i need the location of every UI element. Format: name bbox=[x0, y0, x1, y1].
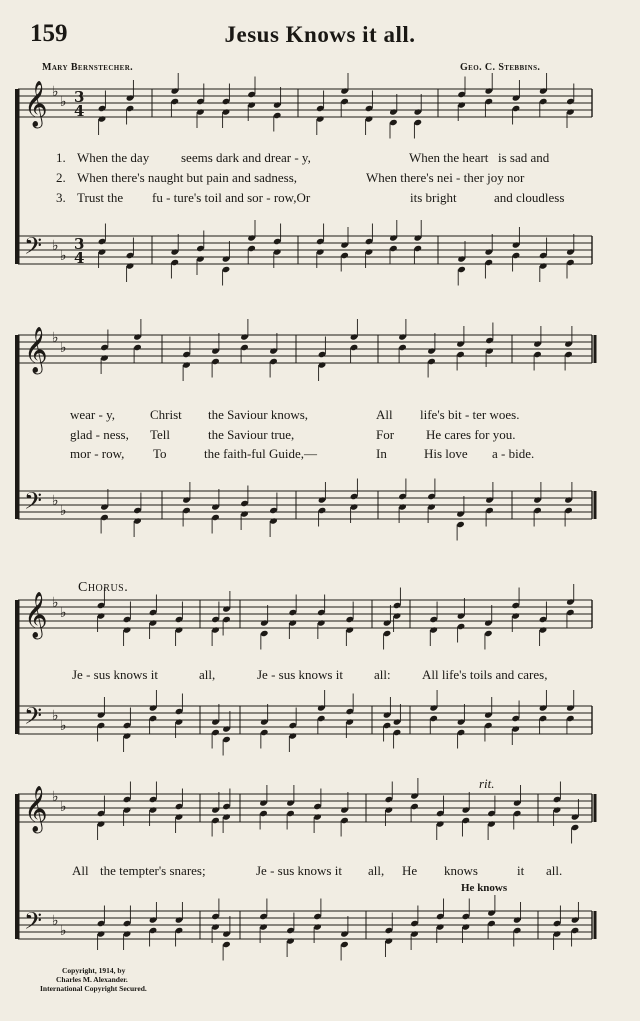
copyright-line: Charles M. Alexander. bbox=[56, 975, 128, 984]
ritardando-marking: rit. bbox=[479, 776, 495, 791]
flat-accidental: ♭ bbox=[60, 94, 67, 110]
lyric-syllables: All life's toils and cares, bbox=[422, 667, 548, 682]
lyric-syllables: When there's nei - ther joy nor bbox=[366, 170, 525, 185]
bass-lyric-annotation: He knows bbox=[461, 882, 508, 894]
lyric-syllables: To bbox=[153, 446, 167, 461]
lyric-syllables: Christ bbox=[150, 407, 182, 422]
hymn-number: 159 bbox=[30, 20, 68, 47]
flat-accidental: ♭ bbox=[52, 238, 59, 254]
flat-accidental: ♭ bbox=[60, 503, 67, 519]
bass-clef: 𝄢 bbox=[24, 487, 43, 520]
flat-accidental: ♭ bbox=[52, 913, 59, 929]
verse-number: 1. bbox=[56, 150, 66, 165]
lyric-syllables: seems dark and drear - y, bbox=[181, 150, 311, 165]
lyric-syllables: the tempter's snares; bbox=[100, 863, 206, 878]
lyric-syllables: All bbox=[376, 407, 393, 422]
bass-clef: 𝄢 bbox=[24, 232, 43, 265]
lyric-syllables: fu - ture's toil and sor - row,Or bbox=[152, 190, 311, 205]
lyric-syllables: Je - sus knows it bbox=[257, 667, 343, 682]
time-signature-denominator: 4 bbox=[74, 249, 85, 267]
lyric-syllables: the faith-ful Guide,— bbox=[204, 446, 317, 461]
treble-clef: 𝄞 bbox=[24, 81, 48, 127]
bass-clef: 𝄢 bbox=[24, 702, 43, 735]
flat-accidental: ♭ bbox=[52, 330, 59, 346]
lyric-syllables: wear - y, bbox=[70, 407, 115, 422]
composer-credit: Geo. C. Stebbins. bbox=[460, 62, 541, 73]
lyric-syllables: life's bit - ter woes. bbox=[420, 407, 520, 422]
flat-accidental: ♭ bbox=[60, 799, 67, 815]
lyric-syllables: His love bbox=[424, 446, 468, 461]
lyric-syllables: a - bide. bbox=[492, 446, 535, 461]
lyric-syllables: All bbox=[72, 863, 89, 878]
lyric-syllables: mor - row, bbox=[70, 446, 125, 461]
lyric-syllables: the Saviour true, bbox=[208, 427, 295, 442]
lyric-syllables: all, bbox=[199, 667, 216, 682]
flat-accidental: ♭ bbox=[60, 248, 67, 264]
time-signature-numerator: 3 bbox=[74, 88, 85, 106]
lyric-syllables: it bbox=[517, 863, 525, 878]
lyric-syllables: is sad and bbox=[498, 150, 550, 165]
flat-accidental: ♭ bbox=[52, 84, 59, 100]
lyric-syllables: He bbox=[402, 863, 418, 878]
time-signature-denominator: 4 bbox=[74, 102, 85, 120]
flat-accidental: ♭ bbox=[52, 493, 59, 509]
treble-clef: 𝄞 bbox=[24, 327, 48, 373]
verse-number: 3. bbox=[56, 190, 66, 205]
lyric-syllables: Je - sus knows it bbox=[256, 863, 342, 878]
lyric-syllables: all. bbox=[546, 863, 563, 878]
chorus-label: Chorus. bbox=[78, 580, 129, 595]
lyric-syllables: Je - sus knows it bbox=[72, 667, 158, 682]
flat-accidental: ♭ bbox=[60, 923, 67, 939]
lyric-syllables: For bbox=[376, 427, 395, 442]
lyric-syllables: and cloudless bbox=[494, 190, 565, 205]
lyric-syllables: glad - ness, bbox=[70, 427, 129, 442]
flat-accidental: ♭ bbox=[52, 708, 59, 724]
lyric-syllables: the Saviour knows, bbox=[208, 407, 309, 422]
lyric-syllables: Tell bbox=[150, 427, 171, 442]
lyric-syllables: In bbox=[376, 446, 387, 461]
flat-accidental: ♭ bbox=[60, 340, 67, 356]
copyright-line: International Copyright Secured. bbox=[40, 984, 147, 993]
lyric-syllables: its bright bbox=[410, 190, 457, 205]
treble-clef: 𝄞 bbox=[24, 786, 48, 832]
time-signature-numerator: 3 bbox=[74, 235, 85, 253]
verse-number: 2. bbox=[56, 170, 66, 185]
flat-accidental: ♭ bbox=[60, 605, 67, 621]
flat-accidental: ♭ bbox=[52, 789, 59, 805]
lyric-syllables: When the day bbox=[77, 150, 150, 165]
lyric-syllables: all: bbox=[374, 667, 391, 682]
lyric-syllables: When there's naught but pain and sadness, bbox=[77, 170, 298, 185]
lyric-syllables: He cares for you. bbox=[426, 427, 516, 442]
lyricist-credit: Mary Bernstecher. bbox=[42, 62, 134, 73]
flat-accidental: ♭ bbox=[60, 718, 67, 734]
lyric-syllables: all, bbox=[368, 863, 385, 878]
copyright-line: Copyright, 1914, by bbox=[62, 966, 126, 975]
lyric-syllables: When the heart bbox=[409, 150, 489, 165]
flat-accidental: ♭ bbox=[52, 595, 59, 611]
lyric-syllables: knows bbox=[444, 863, 478, 878]
bass-clef: 𝄢 bbox=[24, 907, 43, 940]
hymn-title: Jesus Knows it all. bbox=[224, 22, 416, 47]
treble-clef: 𝄞 bbox=[24, 592, 48, 638]
lyric-syllables: Trust the bbox=[77, 190, 124, 205]
